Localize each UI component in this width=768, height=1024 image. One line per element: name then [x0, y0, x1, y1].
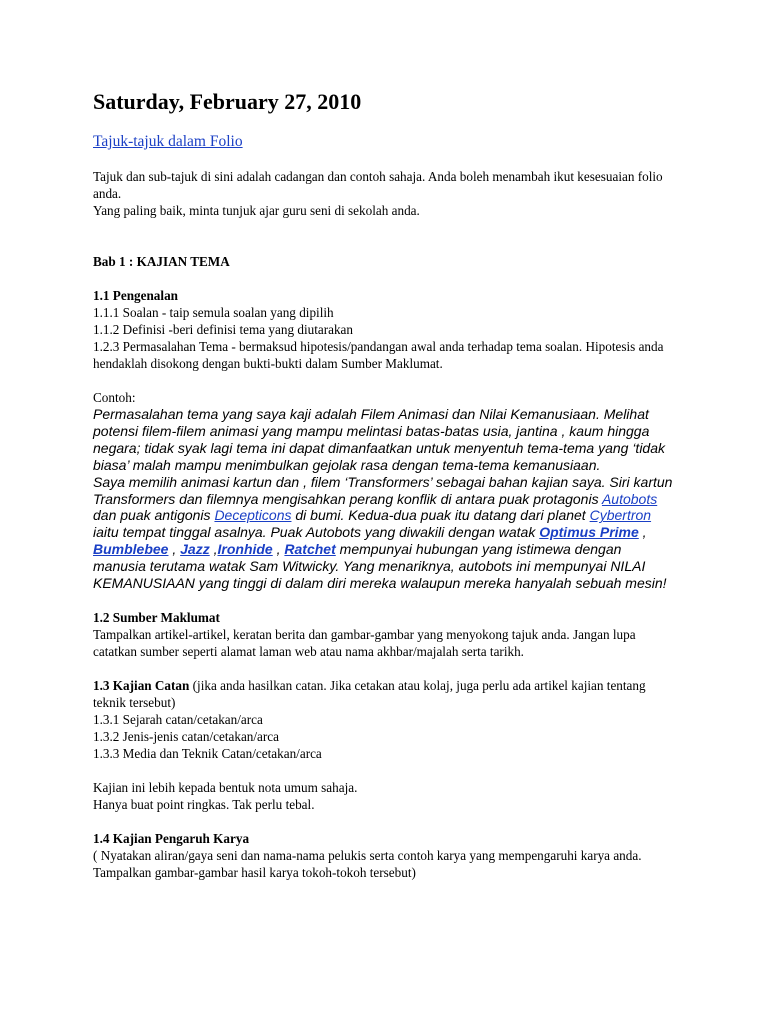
section-1-2-text: Tampalkan artikel-artikel, keratan berita dan gambar-gambar yang menyokong tajuk anda. Jangan lupa catatkan sumber seperti alamat laman web atau nama akhbar/majalah serta tarikh.	[93, 626, 636, 659]
separator: ,	[272, 541, 285, 558]
jazz-link[interactable]: Jazz	[180, 541, 210, 558]
section-1-4-heading: 1.4 Kajian Pengaruh Karya	[93, 830, 250, 846]
section-1-3-item: 1.3.1 Sejarah catan/cetakan/arca	[93, 711, 263, 727]
post-title-link[interactable]: Tajuk-tajuk dalam Folio	[93, 133, 243, 150]
contoh-text: mempunyai hubungan yang istimewa dengan manusia terutama watak Sam Witwicky. Yang menariknya, autobots ini mempunyai NILAI KEMANUSIAAN yang tinggi di dalam diri mereka walaupun mereka hanyalah sebuah mesin!	[93, 541, 667, 592]
contoh-paragraph-1: Permasalahan tema yang saya kaji adalah Filem Animasi dan Nilai Kemanusiaan. Melihat potensi filem-filem animasi yang mampu melintasi batas-batas usia, jantina , kaum hingga negara; tidak syak lagi tema ini dapat dimanfaatkan untuk menyentuh tema-tema yang ‘tidak biasa’ malah mampu menimbulkan gejolak rasa dengan tema-tema kemanusiaan.	[93, 406, 665, 473]
separator: ,	[638, 524, 647, 541]
section-1-1-heading: 1.1 Pengenalan	[93, 288, 178, 303]
contoh-text: iaitu tempat tinggal asalnya. Puak Autobots yang diwakili dengan watak	[93, 524, 540, 541]
contoh-text: Saya memilih animasi kartun dan , filem ‘Transformers’ sebagai bahan kajian saya. Siri kartun Transformers dan filemnya mengisahkan perang konflik di antara puak protagonis	[93, 473, 673, 507]
section-1-3-note: Hanya buat point ringkas. Tak perlu tebal.	[93, 796, 315, 812]
section-1-3-item: 1.3.3 Media dan Teknik Catan/cetakan/arca	[93, 745, 322, 761]
ironhide-link[interactable]: Ironhide	[217, 541, 273, 558]
section-1-3-heading-note: (jika anda hasilkan catan. Jika cetakan atau kolaj, juga perlu ada artikel kajian tentang teknik tersebut)	[93, 677, 646, 710]
section-1-2-heading: 1.2 Sumber Maklumat	[93, 609, 220, 625]
separator: ,	[209, 541, 218, 558]
bumblebee-link[interactable]: Bumblebee	[93, 541, 169, 558]
contoh-text: di bumi. Kedua-dua puak itu datang dari planet	[291, 507, 590, 524]
section-1-1-item: 1.2.3 Permasalahan Tema - bermaksud hipotesis/pandangan awal anda terhadap tema soalan. Hipotesis anda hendaklah disokong dengan bukti-bukti dalam Sumber Maklumat.	[93, 339, 664, 371]
section-1-3-note: Kajian ini lebih kepada bentuk nota umum sahaja.	[93, 779, 358, 795]
intro-paragraph-2: Yang paling baik, minta tunjuk ajar guru seni di sekolah anda.	[93, 203, 420, 218]
section-1-1-item: 1.1.1 Soalan - taip semula soalan yang dipilih	[93, 305, 334, 320]
section-1-3-item: 1.3.2 Jenis-jenis catan/cetakan/arca	[93, 728, 280, 744]
contoh-text: dan puak antigonis	[93, 507, 215, 524]
chapter-heading: Bab 1 : KAJIAN TEMA	[93, 254, 230, 269]
contoh-paragraph-2	[93, 474, 675, 592]
contoh-label: Contoh:	[93, 390, 136, 405]
optimus-prime-link[interactable]: Optimus Prime	[539, 524, 639, 541]
section-1-4-text: ( Nyatakan aliran/gaya seni dan nama-nama pelukis serta contoh karya yang mempengaruhi karya anda. Tampalkan gambar-gambar hasil karya tokoh-tokoh tersebut)	[93, 847, 642, 880]
cybertron-link[interactable]: Cybertron	[589, 507, 652, 524]
separator: ,	[168, 541, 181, 558]
ratchet-link[interactable]: Ratchet	[284, 541, 336, 558]
post-date: Saturday, February 27, 2010	[93, 89, 362, 114]
autobots-link[interactable]: Autobots	[601, 490, 658, 507]
section-1-1-item: 1.1.2 Definisi -beri definisi tema yang diutarakan	[93, 322, 354, 337]
section-1-3-heading-line	[93, 677, 675, 711]
decepticons-link[interactable]: Decepticons	[214, 507, 292, 524]
section-1-3-heading: 1.3 Kajian Catan	[93, 677, 190, 693]
intro-paragraph-1: Tajuk dan sub-tajuk di sini adalah cadangan dan contoh sahaja. Anda boleh menambah ikut kesesuaian folio anda.	[93, 169, 663, 201]
